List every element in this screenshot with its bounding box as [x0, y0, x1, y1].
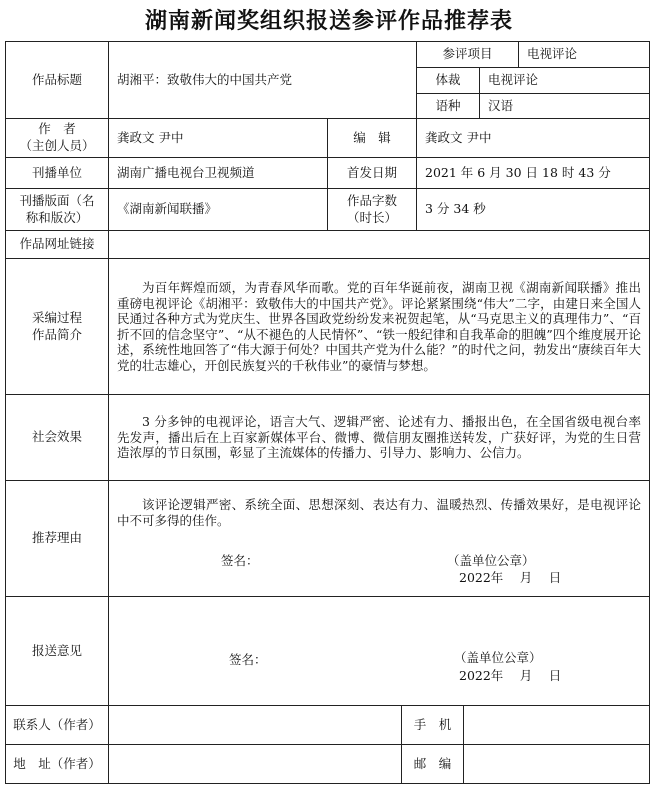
editor-label: 编 辑 [327, 118, 417, 158]
editor-value[interactable]: 龚政文 尹中 [416, 118, 650, 158]
recommendation-date: 2022年 月 日 [459, 570, 562, 585]
length-value[interactable]: 3 分 34 秒 [416, 188, 650, 231]
author-label-line2: （主创人员） [19, 138, 95, 153]
length-label [327, 188, 417, 231]
author-value[interactable]: 龚政文 尹中 [108, 118, 328, 158]
genre-value[interactable]: 电视评论 [479, 67, 650, 94]
edition-label [5, 188, 109, 231]
first-release-value[interactable]: 2021 年 6 月 30 日 18 时 43 分 [416, 157, 650, 189]
length-label-line1: 作品字数 [346, 192, 397, 208]
author-label [5, 118, 109, 158]
contact-value[interactable] [108, 705, 402, 745]
contact-label: 联系人（作者） [5, 705, 109, 745]
language-value[interactable]: 汉语 [479, 93, 650, 119]
opinion-date: 2022年 月 日 [459, 668, 562, 683]
address-value[interactable] [108, 744, 402, 784]
genre-label: 体裁 [416, 67, 480, 94]
author-label-line1: 作 者 [38, 121, 76, 137]
summary-label-line2: 作品简介 [31, 326, 82, 342]
recommendation-seal-label: （盖单位公章） [447, 553, 535, 568]
opinion-seal-label: （盖单位公章） [454, 650, 542, 665]
address-label: 地 址（作者） [5, 744, 109, 784]
postcode-label: 邮 编 [401, 744, 464, 784]
recommendation-label: 推荐理由 [5, 480, 109, 597]
work-title-label: 作品标题 [5, 41, 109, 119]
effect-box [108, 394, 650, 481]
category-label: 参评项目 [416, 41, 519, 68]
opinion-label: 报送意见 [5, 596, 109, 706]
summary-box [108, 258, 650, 395]
publisher-label: 刊播单位 [5, 157, 109, 189]
effect-text: 3 分多钟的电视评论，语言大气、逻辑严密、论述有力、播报出色，在全国省级电视台率先发声，播出后在上百家新媒体平台、微博、微信朋友圈推送转发，广获好评，为党的生日营造浓厚的节日氛围，彰显了主流媒体的传播力、引导力、影响力、公信力。 [117, 414, 641, 461]
publisher-value[interactable]: 湖南广播电视台卫视频道 [108, 157, 328, 189]
postcode-value[interactable] [463, 744, 650, 784]
first-release-label: 首发日期 [327, 157, 417, 189]
edition-value[interactable]: 《湖南新闻联播》 [108, 188, 328, 231]
opinion-box [108, 596, 650, 706]
length-label-line2: （时长） [346, 209, 397, 225]
summary-label [5, 258, 109, 395]
opinion-sign-label: 签名： [229, 652, 267, 667]
edition-label-line2: 称和版次） [25, 209, 89, 225]
category-value[interactable]: 电视评论 [518, 41, 650, 68]
summary-label-line1: 采编过程 [31, 309, 82, 325]
phone-value[interactable] [463, 705, 650, 745]
effect-label: 社会效果 [5, 394, 109, 481]
recommendation-sign-label: 签名： [221, 553, 259, 568]
edition-label-line1: 刊播版面（名 [19, 192, 95, 208]
url-value[interactable] [108, 230, 650, 259]
work-title-value[interactable]: 胡湘平：致敬伟大的中国共产党 [108, 41, 417, 119]
recommendation-box [108, 480, 650, 597]
summary-text: 为百年辉煌而颂，为青春风华而歌。党的百年华诞前夜，湖南卫视《湖南新闻联播》推出重磅电视评论《胡湘平：致敬伟大的中国共产党》。评论紧紧围绕“伟大”二字，由建日来全国人民通过各种方式为党庆生、世界各国政党纷纷发来祝贺起笔，从“马克思主义的真理伟力”、“百折不回的信念坚守”、“从不褪色的人民情怀”、“铁一般纪律和自我革命的胆魄”四个维度展开论述，系统性地回答了“伟大源于何处？中国共产党为什么能？”的时代之问，勃发出“赓续百年大党的壮志雄心，开创民族复兴的千秋伟业”的豪情与梦想。 [117, 280, 641, 373]
recommendation-form [5, 41, 650, 785]
form-title: 湖南新闻奖组织报送参评作品推荐表 [144, 9, 513, 34]
phone-label: 手 机 [401, 705, 464, 745]
recommendation-text: 该评论逻辑严密、系统全面、思想深刻、表达有力、温暖热烈、传播效果好，是电视评论中不可多得的佳作。 [117, 497, 641, 528]
url-label: 作品网址链接 [5, 230, 109, 259]
language-label: 语种 [416, 93, 480, 119]
